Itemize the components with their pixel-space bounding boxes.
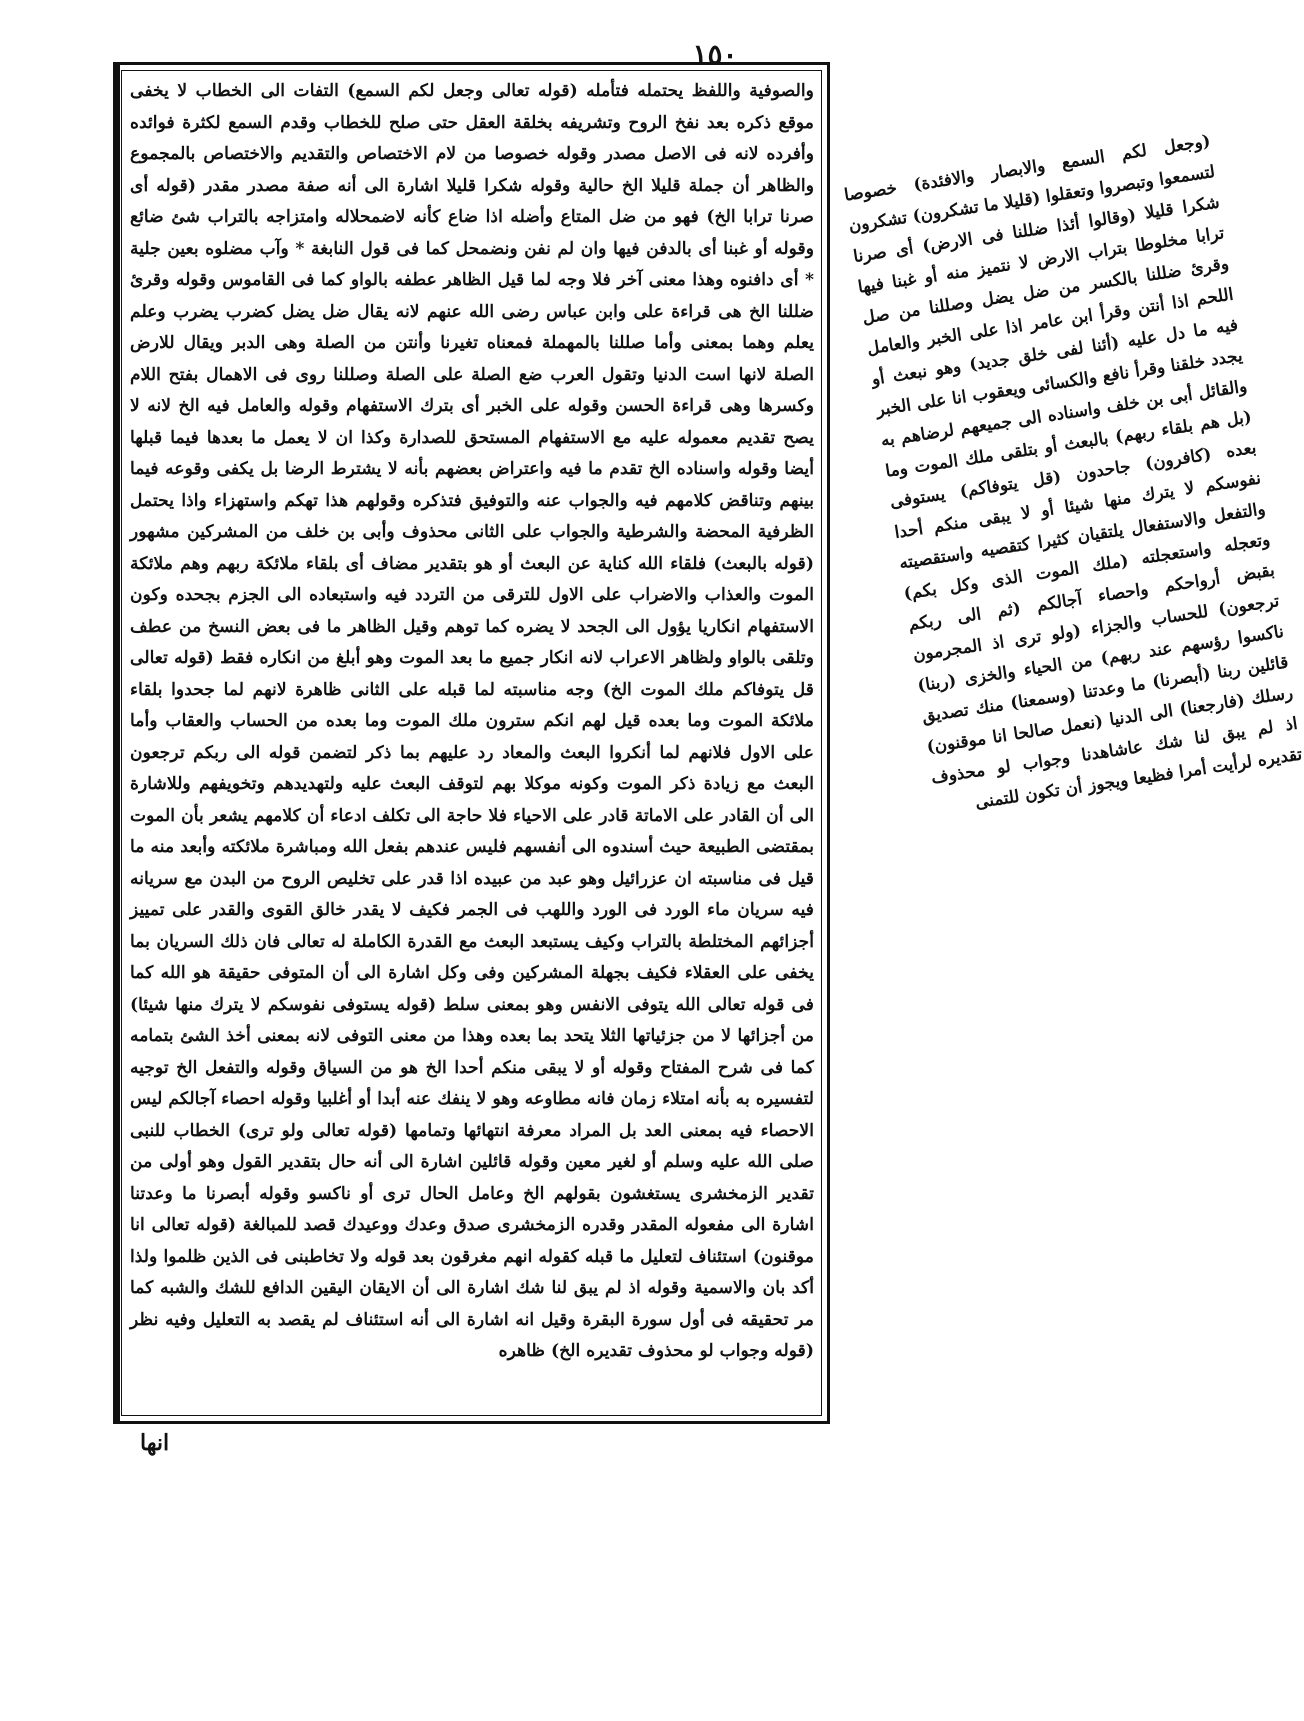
- frame-thick-rule: [116, 62, 120, 1424]
- page-number: ١٥٠: [692, 38, 738, 71]
- margin-note-body: (وجعل لكم السمع والابصار والافئدة) خصوصا لتسمعوا وتبصروا وتعقلوا (قليلا ما تشكرون) تشكرون شكرا قليلا (وقالوا أئذا ضللنا فى الارض) أى صرنا ترابا مخلوطا بتراب الارض لا نتميز منه أو غبنا فيها وقرئ ضللنا بالكسر من ضل يضل وصللنا من صل اللحم اذا أنتن وقرأ ابن عامر اذا على الخبر والعامل فيه ما دل عليه (أئنا لفى خلق جديد) وهو نبعث أو يجدد خلقنا وقرأ نافع والكسائى ويعقوب انا على الخبر والقائل أبى بن خلف واسناده الى جميعهم لرضاهم به (بل هم بلقاء ربهم) بالبعث أو بتلقى ملك الموت وما بعده (كافرون) جاحدون (قل يتوفاكم) يستوفى نفوسكم لا يترك منها شيئا أو لا يبقى منكم أحدا والتفعل والاستفعال يلتقيان كثيرا كتقصيه واستقصيته وتعجله واستعجلته (ملك الموت الذى وكل بكم) بقبض أرواحكم واحصاء آجالكم (ثم الى ربكم ترجعون) للحساب والجزاء (ولو ترى اذ المجرمون ناكسوا رؤسهم عند ربهم) من الحياء والخزى (ربنا) قائلين ربنا (أبصرنا) ما وعدتنا (وسمعنا) منك تصديق رسلك (فارجعنا) الى الدنيا (نعمل صالحا انا موقنون) اذ لم يبق لنا شك عاشاهدنا وجواب لو محذوف تقديره لرأيت أمرا فظيعا ويجوز أن تكون للتمنى: [842, 130, 1304, 813]
- main-commentary-text: [130, 76, 814, 1408]
- main-text-body: والصوفية واللفظ يحتمله فتأمله (قوله تعالى وجعل لكم السمع) التفات الى الخطاب لا يخفى موقع ذكره بعد نفخ الروح وتشريفه بخلقة العقل حتى صلح للخطاب وقدم السمع لكثرة فوائده وأفرده لانه فى الاصل مصدر وقوله خصوصا من لام الاختصاص والتقديم والاختصاص بالمجموع والظاهر أن جملة قليلا الخ حالية وقوله شكرا قليلا اشارة الى أنه صفة مصدر مقدر (قوله أى صرنا ترابا الخ) فهو من ضل المتاع وأضله اذا ضاع كأنه لاضمحلاله وامتزاجه بالتراب شئ ضائع وقوله أو غبنا أى بالدفن فيها وان لم نفن ونضمحل كما فى قول النابغة * وآب مضلوه بعين جلية * أى دافنوه وهذا معنى آخر فلا وجه لما قيل الظاهر عطفه بالواو كما فى القاموس وقوله وقرئ ضللنا الخ هى قراءة على وابن عباس رضى الله عنهم لانه يقال ضل يضل كضرب يضرب وعلم يعلم وهما بمعنى وأما صللنا بالمهملة فمعناه تغيرنا وأنتن من الصلة وهى الدبر ويقال للارض الصلة لانها است الدنيا وتقول العرب ضع الصلة على الصلة وصللنا روى فى الاهمال بفتح اللام وكسرها وهى قراءة الحسن وقوله على الخبر أى بترك الاستفهام وقوله والعامل فيه الخ لانه لا يصح تقديم معموله عليه مع الاستفهام المستحق للصدارة وكذا ان لا يعمل ما بعدها فيما قبلها أيضا وقوله واسناده الخ تقدم ما فيه واعتراض بعضهم بأنه لا يشترط الرضا بل يكفى وقوعه فيما بينهم وتناقض كلامهم فيه والجواب عنه والتوفيق فتذكره وقولهم هذا تهكم واستهزاء واذا يحتمل الظرفية المحضة والشرطية والجواب على الثانى محذوف وأبى بن خلف من المشركين مشهور (قوله بالبعث) فلقاء الله كناية عن البعث أو هو بتقدير مضاف أى بلقاء ملائكة ربهم وهم ملائكة الموت والعذاب والاضراب على الاول للترقى من التردد فيه واستبعاده الى الجزم بجحده وكون الاستفهام انكاريا يؤول الى الجحد لا يضره كما توهم وقيل الظاهر ما فى بعض النسخ من عطف وتلقى بالواو ولظاهر الاعراب لانه انكار جميع ما بعد الموت وهو أبلغ من انكاره فقط (قوله تعالى قل يتوفاكم ملك الموت الخ) وجه مناسبته لما قبله على الثانى ظاهرة لانهم لما جحدوا بلقاء ملائكة الموت وما بعده قيل لهم انكم سترون ملك الموت وما بعده من الحساب والعقاب وأما على الاول فلانهم لما أنكروا البعث والمعاد رد عليهم بما ذكر لتضمن قوله الى ربكم ترجعون البعث مع زيادة ذكر الموت وكونه موكلا بهم لتوقف البعث عليه ولتهديدهم وتخويفهم وللاشارة الى أن القادر على الاماتة قادر على الاحياء فلا حاجة الى تكلف ادعاء أن كلامهم يشعر بأن الموت بمقتضى الطبيعة حيث أسندوه الى أنفسهم فليس عندهم بفعل الله ومباشرة ملائكته وأبعد منه ما قيل فى مناسبته ان عزرائيل وهو عبد من عبيده اذا قدر على تخليص الروح من البدن مع سريانه فيه سريان ماء الورد فى الورد واللهب فى الجمر فكيف لا يقدر خالق القوى والقدر على تمييز أجزائهم المختلطة بالتراب وكيف يستبعد البعث مع القدرة الكاملة له تعالى فان ذلك السريان بما يخفى على العقلاء فكيف بجهلة المشركين وفى وكل اشارة الى أن المتوفى حقيقة هو الله كما فى قوله تعالى الله يتوفى الانفس وهو بمعنى سلط (قوله يستوفى نفوسكم لا يترك منها شيئا) من أجزائها لا من جزئياتها الثلا يتحد بما بعده وهذا من معنى التوفى لانه بمعنى أخذ الشئ بتمامه كما فى شرح المفتاح وقوله أو لا يبقى منكم أحدا الخ هو من السياق وقوله والتفعل الخ توجيه لتفسيره به بأنه امتلاء زمان فانه مطاوعه وهو لا ينفك عنه أبدا أو أغلبيا وقوله احصاء آجالكم ليس الاحصاء فيه بمعنى العد بل المراد معرفة انتهائها وتمامها (قوله تعالى ولو ترى) الخطاب للنبى صلى الله عليه وسلم أو لغير معين وقوله قائلين اشارة الى أنه حال بتقدير القول وهو أولى من تقدير الزمخشرى يستغشون بقولهم الخ وعامل الحال ترى أو ناكسو وقوله أبصرنا ما وعدتنا اشارة الى مفعوله المقدر وقدره الزمخشرى صدق وعدك ووعيدك قصد للمبالغة (قوله تعالى انا موقنون) استئناف لتعليل ما قبله كقوله انهم مغرقون بعد قوله ولا تخاطبنى فى الذين ظلموا ولذا أكد بان والاسمية وقوله اذ لم يبق لنا شك اشارة الى أن الايقان اليقين الدافع للشك والشبه كما مر تحقيقه فى أول سورة البقرة وقيل انه اشارة الى أنه استئناف لم يقصد به التعليل وفيه نظر (قوله وجواب لو محذوف تقديره الخ) ظاهره: [130, 81, 814, 1361]
- catchword: انها: [140, 1430, 170, 1456]
- marginal-gloss: [842, 125, 1304, 813]
